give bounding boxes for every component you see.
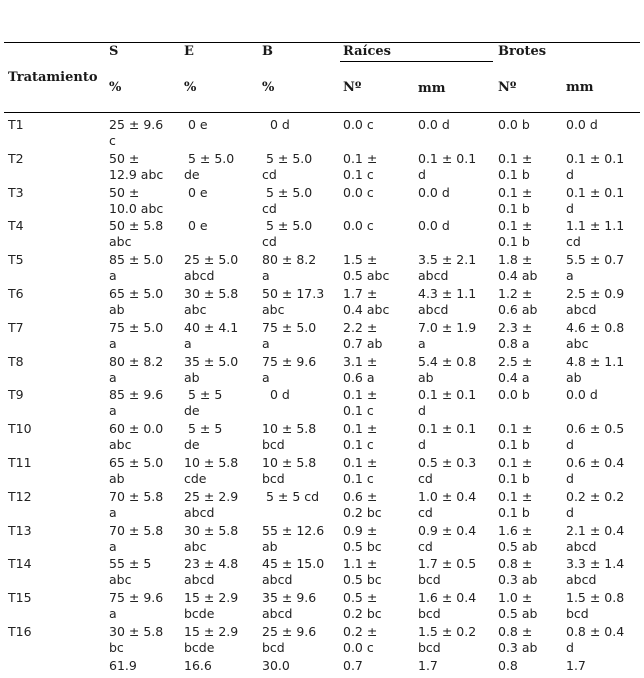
cell-t: T7 xyxy=(8,319,24,335)
cell-e: 30 ± 5.8 xyxy=(184,286,239,301)
cell-b: 75 ± 9.6 xyxy=(262,353,317,369)
cell-bmm: d xyxy=(566,437,574,453)
cell-rmm: bcd xyxy=(418,640,441,655)
cell-s: ab xyxy=(109,471,125,486)
cell-b: bcd xyxy=(262,471,285,486)
cell-bmm: 0.2 ± 0.2 xyxy=(566,488,625,504)
cell-bn: 0.1 b xyxy=(498,471,530,486)
cell-s: a xyxy=(109,335,117,351)
cell-s: abc xyxy=(109,437,132,453)
cell-s: 80 ± 8.2 xyxy=(109,353,164,369)
cell-s: 25 ± 9.6 xyxy=(109,117,164,132)
cell-rn: 0.6 a xyxy=(343,369,375,385)
cell-rmm: 0.0 d xyxy=(418,218,450,234)
cell-s: a xyxy=(109,268,117,284)
cell-bmm: d xyxy=(566,166,574,182)
cell-bmm: 1.5 ± 0.8 xyxy=(566,590,625,606)
cell-bmm: 0.0 d xyxy=(566,387,598,403)
cell-bn: 0.1 b xyxy=(498,234,530,250)
cell-s: 75 ± 9.6 xyxy=(109,590,164,606)
cell-b: 5 ± 5.0 xyxy=(262,184,313,200)
cell-b: bcd xyxy=(262,437,285,453)
cell-rn: 0.1 c xyxy=(343,471,374,486)
cell-s: 65 ± 5.0 xyxy=(109,455,164,470)
cell-bmm: bcd xyxy=(566,606,589,622)
cell-t: T4 xyxy=(8,218,24,234)
header-b: B xyxy=(262,44,273,59)
cell-b: a xyxy=(262,268,270,284)
cell-e: ab xyxy=(184,369,200,385)
cell-e: bcde xyxy=(184,640,215,655)
cell-bn: 0.4 ab xyxy=(498,268,538,284)
cell-rn: 2.2 ± xyxy=(343,319,378,335)
cell-bmm: abcd xyxy=(566,538,597,554)
cell-bn: 0.1 ± xyxy=(498,488,533,504)
cell-s: 70 ± 5.8 xyxy=(109,488,164,504)
cell-t: T6 xyxy=(8,286,24,301)
cell-s: bc xyxy=(109,640,124,655)
cell-b: 0 d xyxy=(262,387,290,403)
cell-rmm: 1.0 ± 0.4 xyxy=(418,488,477,504)
cell-bmm: ab xyxy=(566,369,582,385)
cell-bn: 0.0 b xyxy=(498,117,530,132)
cell-t: T3 xyxy=(8,184,24,200)
cell-bn: 0.1 ± xyxy=(498,455,533,470)
cell-bmm: d xyxy=(566,504,574,520)
cell-e: 5 ± 5.0 xyxy=(184,150,235,166)
cell-rn: 0.2 ± xyxy=(343,624,378,639)
cell-s: 60 ± 0.0 xyxy=(109,421,164,437)
cell-e: 25 ± 2.9 xyxy=(184,488,239,504)
cell-e: de xyxy=(184,403,200,419)
cell-b: 50 ± 17.3 xyxy=(262,286,325,301)
cell-rn: 0.5 ± xyxy=(343,590,378,606)
cell-bmm: abcd xyxy=(566,572,597,588)
cell-s: 12.9 abc xyxy=(109,166,164,182)
cell-bmm: cd xyxy=(566,234,581,250)
cell-bn: 0.8 a xyxy=(498,335,530,351)
cell-s: 50 ± xyxy=(109,184,140,200)
cell-bn: 0.6 ab xyxy=(498,302,538,317)
cell-b: cd xyxy=(262,166,277,182)
cell-bn: 2.3 ± xyxy=(498,319,533,335)
cell-rmm: 0.9 ± 0.4 xyxy=(418,522,477,538)
cell-s: abc xyxy=(109,572,132,588)
cell-e: 5 ± 5 xyxy=(184,387,223,403)
cell-s: a xyxy=(109,403,117,419)
header-brotes-mm: mm xyxy=(566,80,594,95)
cell-rmm: abcd xyxy=(418,302,449,317)
cell-rmm: d xyxy=(418,437,426,453)
cell-bmm: d xyxy=(566,640,574,655)
cell-e: bcde xyxy=(184,606,215,622)
cell-bn: 1.8 ± xyxy=(498,252,533,268)
cell-rmm: 0.1 ± 0.1 xyxy=(418,421,477,437)
cell-s: ab xyxy=(109,302,125,317)
cell-rmm: cd xyxy=(418,538,433,554)
cell-bn: 0.8 xyxy=(498,657,518,673)
cell-e: cde xyxy=(184,471,207,486)
cell-s: 75 ± 5.0 xyxy=(109,319,164,335)
cell-bn: 0.1 ± xyxy=(498,150,533,166)
cell-rn: 0.5 bc xyxy=(343,538,382,554)
cell-bmm: 0.1 ± 0.1 xyxy=(566,184,625,200)
cell-b: 10 ± 5.8 xyxy=(262,455,317,470)
cell-rn: 0.7 xyxy=(343,657,363,673)
cell-s: 65 ± 5.0 xyxy=(109,286,164,301)
cell-e: a xyxy=(184,335,192,351)
cell-rn: 0.0 c xyxy=(343,184,374,200)
cell-rmm: bcd xyxy=(418,606,441,622)
cell-bmm: d xyxy=(566,200,574,216)
cell-bmm: 0.6 ± 0.5 xyxy=(566,421,625,437)
cell-rmm: 1.5 ± 0.2 xyxy=(418,624,477,639)
cell-rn: 3.1 ± xyxy=(343,353,378,369)
cell-bn: 0.3 ab xyxy=(498,640,538,655)
cell-t: T10 xyxy=(8,421,32,437)
cell-s: a xyxy=(109,538,117,554)
cell-t: T2 xyxy=(8,150,24,166)
cell-b: cd xyxy=(262,234,277,250)
cell-bmm: a xyxy=(566,268,574,284)
cell-rmm: d xyxy=(418,403,426,419)
cell-rmm: 1.7 ± 0.5 xyxy=(418,556,477,572)
cell-bn: 1.0 ± xyxy=(498,590,533,606)
cell-bn: 0.4 a xyxy=(498,369,530,385)
header-brotes: Brotes xyxy=(498,44,547,59)
cell-e: de xyxy=(184,166,200,182)
header-raices-mm: mm xyxy=(418,81,446,96)
cell-bn: 0.3 ab xyxy=(498,572,538,588)
cell-rn: 0.9 ± xyxy=(343,522,378,538)
cell-e: 35 ± 5.0 xyxy=(184,353,239,369)
cell-t: T1 xyxy=(8,117,24,132)
cell-rmm: cd xyxy=(418,504,433,520)
cell-e: 15 ± 2.9 xyxy=(184,590,239,606)
cell-t: T5 xyxy=(8,252,24,268)
cell-bmm: 2.5 ± 0.9 xyxy=(566,286,625,301)
cell-rmm: 7.0 ± 1.9 xyxy=(418,319,477,335)
cell-b: 55 ± 12.6 xyxy=(262,522,325,538)
cell-bmm: 1.1 ± 1.1 xyxy=(566,218,625,234)
cell-e: 0 e xyxy=(184,184,208,200)
cell-bn: 0.1 b xyxy=(498,166,530,182)
cell-rn: 0.1 ± xyxy=(343,455,378,470)
cell-rn: 0.1 ± xyxy=(343,387,378,403)
cell-rmm: 0.5 ± 0.3 xyxy=(418,455,477,470)
cell-rn: 0.0 c xyxy=(343,117,374,132)
cell-b: abcd xyxy=(262,606,293,622)
cell-rn: 0.1 c xyxy=(343,166,374,182)
cell-rmm: 0.0 d xyxy=(418,184,450,200)
cell-rmm: abcd xyxy=(418,268,449,284)
cell-bmm: d xyxy=(566,471,574,486)
cell-rmm: 1.7 xyxy=(418,657,438,673)
cell-b: 75 ± 5.0 xyxy=(262,319,317,335)
cell-rn: 1.1 ± xyxy=(343,556,378,572)
cell-s: abc xyxy=(109,234,132,250)
cell-b: bcd xyxy=(262,640,285,655)
cell-s: 30 ± 5.8 xyxy=(109,624,164,639)
cell-s: c xyxy=(109,133,116,148)
cell-e: de xyxy=(184,437,200,453)
cell-t: T11 xyxy=(8,455,32,470)
cell-rn: 0.0 c xyxy=(343,640,374,655)
header-brotes-n: Nº xyxy=(498,80,517,95)
cell-b: 5 ± 5.0 xyxy=(262,218,313,234)
cell-b: a xyxy=(262,369,270,385)
cell-t: T9 xyxy=(8,387,24,403)
cell-rn: 0.4 abc xyxy=(343,302,390,317)
cell-rn: 1.7 ± xyxy=(343,286,378,301)
cell-bmm: 0.6 ± 0.4 xyxy=(566,455,625,470)
cell-t: T14 xyxy=(8,556,32,572)
cell-rmm: ab xyxy=(418,369,434,385)
cell-bn: 2.5 ± xyxy=(498,353,533,369)
header-raices-n: Nº xyxy=(343,80,362,95)
cell-bn: 0.8 ± xyxy=(498,556,533,572)
cell-rn: 0.1 c xyxy=(343,403,374,419)
cell-rn: 0.0 c xyxy=(343,218,374,234)
cell-e: 16.6 xyxy=(184,657,212,673)
cell-bmm: 1.7 xyxy=(566,657,586,673)
cell-b: abcd xyxy=(262,572,293,588)
cell-s: 50 ± xyxy=(109,150,140,166)
cell-s: a xyxy=(109,369,117,385)
cell-rmm: bcd xyxy=(418,572,441,588)
cell-s: a xyxy=(109,606,117,622)
cell-rmm: d xyxy=(418,166,426,182)
header-s-unit: % xyxy=(109,80,122,95)
cell-rmm: 0.1 ± 0.1 xyxy=(418,150,477,166)
cell-bn: 0.1 b xyxy=(498,504,530,520)
cell-bmm: abc xyxy=(566,335,589,351)
cell-bmm: 0.0 d xyxy=(566,117,598,132)
cell-b: 30.0 xyxy=(262,657,290,673)
cell-e: abc xyxy=(184,302,207,317)
cell-b: abc xyxy=(262,302,285,317)
cell-rmm: 3.5 ± 2.1 xyxy=(418,252,477,268)
cell-b: ab xyxy=(262,538,278,554)
cell-bn: 0.0 b xyxy=(498,387,530,403)
header-b-unit: % xyxy=(262,80,275,95)
cell-bn: 0.1 ± xyxy=(498,421,533,437)
cell-bn: 0.1 b xyxy=(498,437,530,453)
cell-bn: 0.1 ± xyxy=(498,184,533,200)
cell-rn: 0.1 c xyxy=(343,437,374,453)
cell-s: 85 ± 9.6 xyxy=(109,387,164,403)
cell-t: T12 xyxy=(8,488,32,504)
cell-s: 55 ± 5 xyxy=(109,556,152,572)
cell-bn: 1.6 ± xyxy=(498,522,533,538)
cell-e: 23 ± 4.8 xyxy=(184,556,239,572)
cell-rn: 0.5 bc xyxy=(343,572,382,588)
cell-b: a xyxy=(262,335,270,351)
cell-e: 40 ± 4.1 xyxy=(184,319,239,335)
cell-bmm: abcd xyxy=(566,302,597,317)
cell-s: 70 ± 5.8 xyxy=(109,522,164,538)
cell-bn: 1.2 ± xyxy=(498,286,533,301)
cell-rn: 0.1 ± xyxy=(343,421,378,437)
cell-rmm: a xyxy=(418,335,426,351)
cell-e: 25 ± 5.0 xyxy=(184,252,239,268)
cell-s: 85 ± 5.0 xyxy=(109,252,164,268)
cell-b: 45 ± 15.0 xyxy=(262,556,325,572)
cell-rmm: cd xyxy=(418,471,433,486)
cell-bn: 0.1 ± xyxy=(498,218,533,234)
cell-b: 5 ± 5 cd xyxy=(262,488,320,504)
raices-group-rule xyxy=(340,61,493,62)
header-s: S xyxy=(109,44,119,59)
cell-b: 5 ± 5.0 xyxy=(262,150,313,166)
cell-bmm: 3.3 ± 1.4 xyxy=(566,556,625,572)
cell-b: 0 d xyxy=(262,117,290,132)
cell-rn: 0.2 bc xyxy=(343,504,382,520)
cell-e: abc xyxy=(184,538,207,554)
header-tratamiento: Tratamiento xyxy=(8,70,98,85)
cell-e: 5 ± 5 xyxy=(184,421,223,437)
cell-b: 25 ± 9.6 xyxy=(262,624,317,639)
cell-rn: 0.6 ± xyxy=(343,488,378,504)
cell-bmm: 0.8 ± 0.4 xyxy=(566,624,625,639)
cell-t: T13 xyxy=(8,522,32,538)
cell-bmm: 0.1 ± 0.1 xyxy=(566,150,625,166)
header-raices: Raíces xyxy=(343,44,391,59)
cell-b: 80 ± 8.2 xyxy=(262,252,317,268)
cell-b: 35 ± 9.6 xyxy=(262,590,317,606)
cell-s: 50 ± 5.8 xyxy=(109,218,164,234)
cell-rn: 0.2 bc xyxy=(343,606,382,622)
cell-e: abcd xyxy=(184,268,215,284)
cell-bmm: 4.8 ± 1.1 xyxy=(566,353,625,369)
cell-bmm: 5.5 ± 0.7 xyxy=(566,252,625,268)
cell-e: 15 ± 2.9 xyxy=(184,624,239,639)
cell-rmm: 0.1 ± 0.1 xyxy=(418,387,477,403)
cell-e: 0 e xyxy=(184,117,208,132)
table-top-rule xyxy=(4,42,640,43)
cell-bn: 0.5 ab xyxy=(498,606,538,622)
header-bottom-rule xyxy=(4,112,640,113)
cell-t: T16 xyxy=(8,624,32,639)
header-e-unit: % xyxy=(184,80,197,95)
cell-s: a xyxy=(109,504,117,520)
cell-rn: 0.5 abc xyxy=(343,268,390,284)
cell-s: 61.9 xyxy=(109,657,137,673)
cell-b: cd xyxy=(262,200,277,216)
cell-e: 30 ± 5.8 xyxy=(184,522,239,538)
cell-b: 10 ± 5.8 xyxy=(262,421,317,437)
cell-e: abcd xyxy=(184,572,215,588)
cell-rmm: 1.6 ± 0.4 xyxy=(418,590,477,606)
cell-rn: 0.1 ± xyxy=(343,150,378,166)
cell-t: T8 xyxy=(8,353,24,369)
cell-e: 0 e xyxy=(184,218,208,234)
cell-rmm: 0.0 d xyxy=(418,117,450,132)
cell-bn: 0.8 ± xyxy=(498,624,533,639)
cell-e: 10 ± 5.8 xyxy=(184,455,239,470)
cell-bn: 0.1 b xyxy=(498,200,530,216)
header-e: E xyxy=(184,44,194,59)
cell-rn: 1.5 ± xyxy=(343,252,378,268)
cell-rmm: 5.4 ± 0.8 xyxy=(418,353,477,369)
cell-bmm: 2.1 ± 0.4 xyxy=(566,522,625,538)
cell-bmm: 4.6 ± 0.8 xyxy=(566,319,625,335)
cell-t: T15 xyxy=(8,590,32,606)
cell-rn: 0.7 ab xyxy=(343,335,383,351)
cell-e: abcd xyxy=(184,504,215,520)
cell-rmm: 4.3 ± 1.1 xyxy=(418,286,477,301)
cell-s: 10.0 abc xyxy=(109,200,164,216)
cell-bn: 0.5 ab xyxy=(498,538,538,554)
